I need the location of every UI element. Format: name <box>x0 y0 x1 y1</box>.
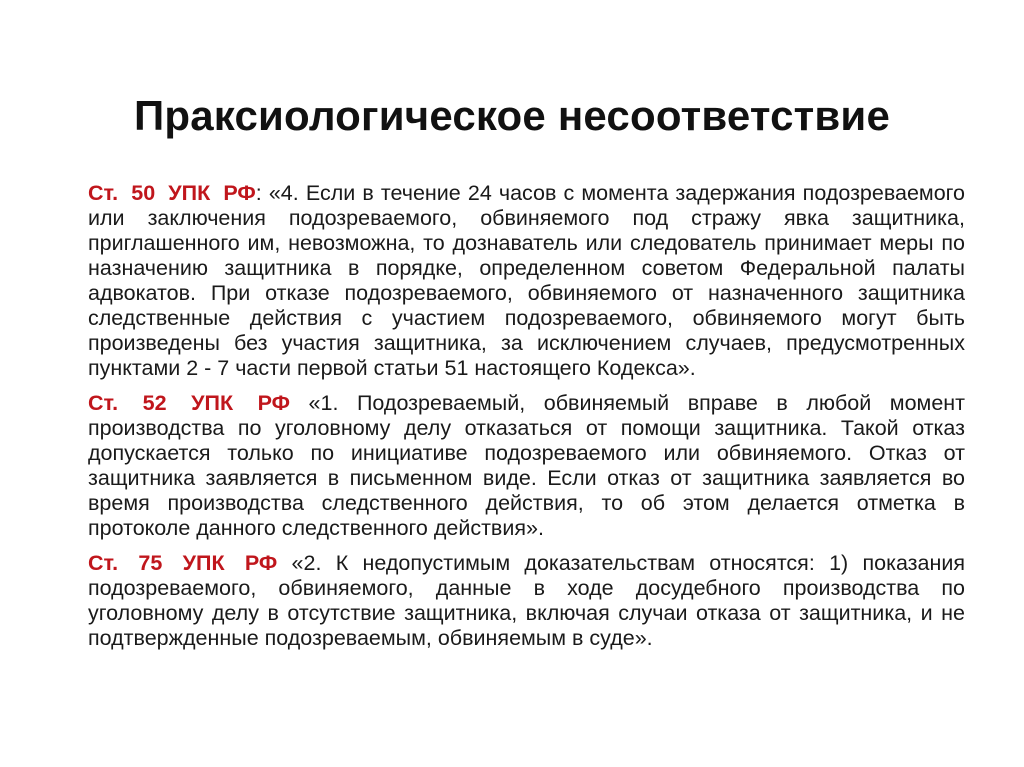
paragraph-art-75 <box>88 551 965 651</box>
article-reference: Ст. 75 УПК РФ <box>88 551 278 575</box>
paragraph-text: : «4. Если в течение 24 часов с момента задержания подозреваемого или заключения подозреваемого, обвиняемого под стражу явка защитника, приглашенного им, невозможна, то дознаватель или следователь принимает меры по назначению защитника в порядке, определенном советом Федеральной палаты адвокатов. При отказе подозреваемого, обвиняемого от назначенного защитника следственные действия с участием подозреваемого, обвиняемого могут быть произведены без участия защитника, за исключением случаев, предусмотренных пунктами 2 - 7 части первой статьи 51 настоящего Кодекса». <box>88 181 965 380</box>
slide-body <box>88 181 965 661</box>
paragraph-art-50 <box>88 181 965 381</box>
paragraph-text: «1. Подозреваемый, обвиняемый вправе в любой момент производства по уголовному делу отказаться от помощи защитника. Такой отказ допускается только по инициативе подозреваемого или обвиняемого. Отказ от защитника заявляется в письменном виде. Если отказ от защитника заявляется во время производства следственного действия, то об этом делается отметка в протоколе данного следственного действия». <box>88 391 966 540</box>
article-reference: Ст. 50 УПК РФ <box>88 181 256 205</box>
slide-title: Праксиологическое несоответствие <box>133 92 891 140</box>
paragraph-art-52 <box>88 391 965 541</box>
article-reference: Ст. 52 УПК РФ <box>88 391 291 415</box>
paragraph-text: «2. К недопустимым доказательствам относятся: 1) показания подозреваемого, обвиняемого, данные в ходе досудебного производства по уголовному делу в отсутствие защитника, включая случаи отказа от защитника, и не подтвержденные подозреваемым, обвиняемым в суде». <box>88 551 965 650</box>
